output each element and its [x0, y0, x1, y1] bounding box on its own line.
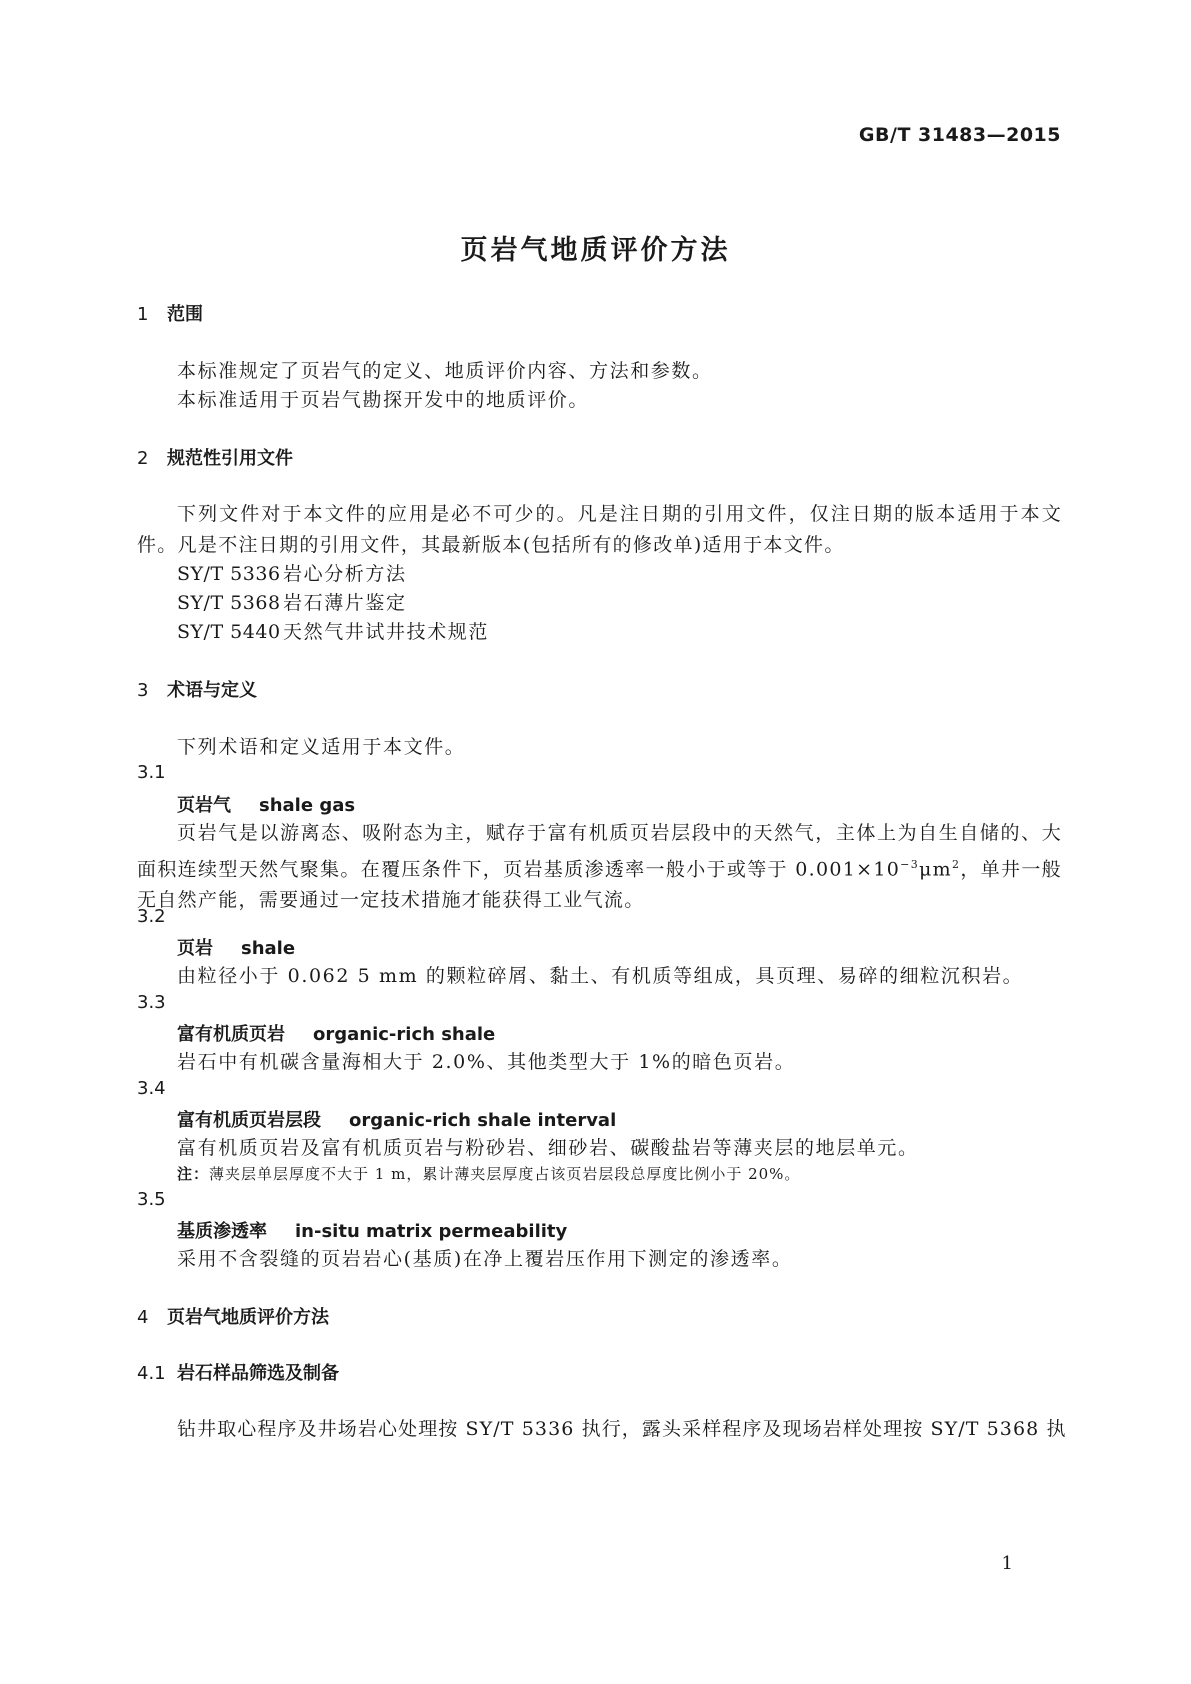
definition-text: ，单井一般无自然产能，需要通过一定技术措施才能获得工业气流。	[137, 858, 1062, 912]
section-title: 范围	[167, 304, 203, 325]
section-title: 规范性引用文件	[167, 448, 293, 469]
standard-code: GB/T 31483—2015	[858, 124, 1061, 146]
term-en: organic-rich shale	[313, 1024, 496, 1045]
section-2-heading	[137, 444, 293, 470]
term-definition: 由粒径小于 0.062 5 mm 的颗粒碎屑、黏土、有机质等组成，具页理、易碎的细粒沉积岩。	[177, 965, 1024, 987]
section-3-heading	[137, 676, 257, 702]
section-title: 术语与定义	[167, 680, 257, 701]
term-note	[177, 1163, 800, 1184]
term-heading	[177, 1020, 495, 1046]
reference-item	[177, 617, 489, 644]
section-number: 4	[137, 1307, 149, 1328]
term-heading	[177, 791, 355, 817]
note-label: 注：	[177, 1165, 210, 1183]
paragraph: 本标准规定了页岩气的定义、地质评价内容、方法和参数。	[177, 360, 713, 382]
term-definition: 岩石中有机碳含量海相大于 2.0%、其他类型大于 1%的暗色页岩。	[177, 1051, 796, 1073]
section-1-heading	[137, 300, 203, 326]
reference-code: SY/T 5368	[177, 592, 281, 614]
definition-text: 页岩气是以游离态、吸附态为主，赋存于富有机质页岩层段中的天然气，主体上为自生自储的、大面积连续型天然气聚集。在覆压条件下，页岩基质渗透率一般小于或等于 0.001×10	[137, 822, 1062, 881]
subsection-number: 4.1	[137, 1363, 166, 1384]
term-number: 3.5	[137, 1189, 166, 1210]
subsection-4-1-heading	[137, 1359, 339, 1385]
note-text: 薄夹层单层厚度不大于 1 m，累计薄夹层厚度占该页岩层段总厚度比例小于 20%。	[209, 1165, 801, 1183]
term-en: organic-rich shale interval	[349, 1110, 617, 1131]
term-en: shale gas	[259, 795, 356, 816]
reference-name: 岩心分析方法	[283, 563, 407, 585]
subsection-title: 岩石样品筛选及制备	[177, 1363, 339, 1384]
section-number: 3	[137, 680, 149, 701]
term-definition: 富有机质页岩及富有机质页岩与粉砂岩、细砂岩、碳酸盐岩等薄夹层的地层单元。	[177, 1137, 919, 1159]
exponent: −3	[900, 858, 919, 871]
reference-code: SY/T 5336	[177, 563, 281, 585]
term-number: 3.4	[137, 1078, 166, 1099]
page-title: 页岩气地质评价方法	[460, 235, 731, 266]
section-number: 1	[137, 304, 149, 325]
term-cn: 基质渗透率	[177, 1221, 267, 1242]
page-number: 1	[1001, 1553, 1013, 1574]
term-cn: 页岩气	[177, 795, 231, 816]
reference-name: 岩石薄片鉴定	[283, 592, 407, 614]
term-heading	[177, 934, 295, 960]
section-number: 2	[137, 448, 149, 469]
term-cn: 富有机质页岩	[177, 1024, 285, 1045]
reference-item	[177, 588, 407, 615]
exponent: 2	[951, 858, 961, 871]
reference-code: SY/T 5440	[177, 621, 281, 643]
definition-unit: μm	[919, 858, 952, 881]
term-cn: 富有机质页岩层段	[177, 1110, 321, 1131]
reference-item	[177, 559, 407, 586]
section-4-heading	[137, 1303, 329, 1329]
term-definition	[137, 818, 1062, 916]
term-en: in-situ matrix permeability	[295, 1221, 568, 1242]
term-cn: 页岩	[177, 938, 213, 959]
term-en: shale	[241, 938, 296, 959]
paragraph: 下列术语和定义适用于本文件。	[177, 736, 466, 758]
paragraph: 下列文件对于本文件的应用是必不可少的。凡是注日期的引用文件，仅注日期的版本适用于本文件。凡是不注日期的引用文件，其最新版本(包括所有的修改单)适用于本文件。	[137, 503, 1062, 556]
paragraph: 钻井取心程序及井场岩心处理按 SY/T 5336 执行，露头采样程序及现场岩样处理按 SY/T 5368 执	[177, 1418, 1067, 1440]
term-definition: 采用不含裂缝的页岩岩心(基质)在净上覆岩压作用下测定的渗透率。	[177, 1248, 793, 1270]
paragraph: 本标准适用于页岩气勘探开发中的地质评价。	[177, 389, 590, 411]
term-number: 3.1	[137, 762, 166, 783]
section-title: 页岩气地质评价方法	[167, 1307, 329, 1328]
term-heading	[177, 1217, 567, 1243]
term-number: 3.3	[137, 992, 166, 1013]
term-heading	[177, 1106, 616, 1132]
term-number: 3.2	[137, 906, 166, 927]
reference-name: 天然气井试井技术规范	[283, 621, 490, 643]
